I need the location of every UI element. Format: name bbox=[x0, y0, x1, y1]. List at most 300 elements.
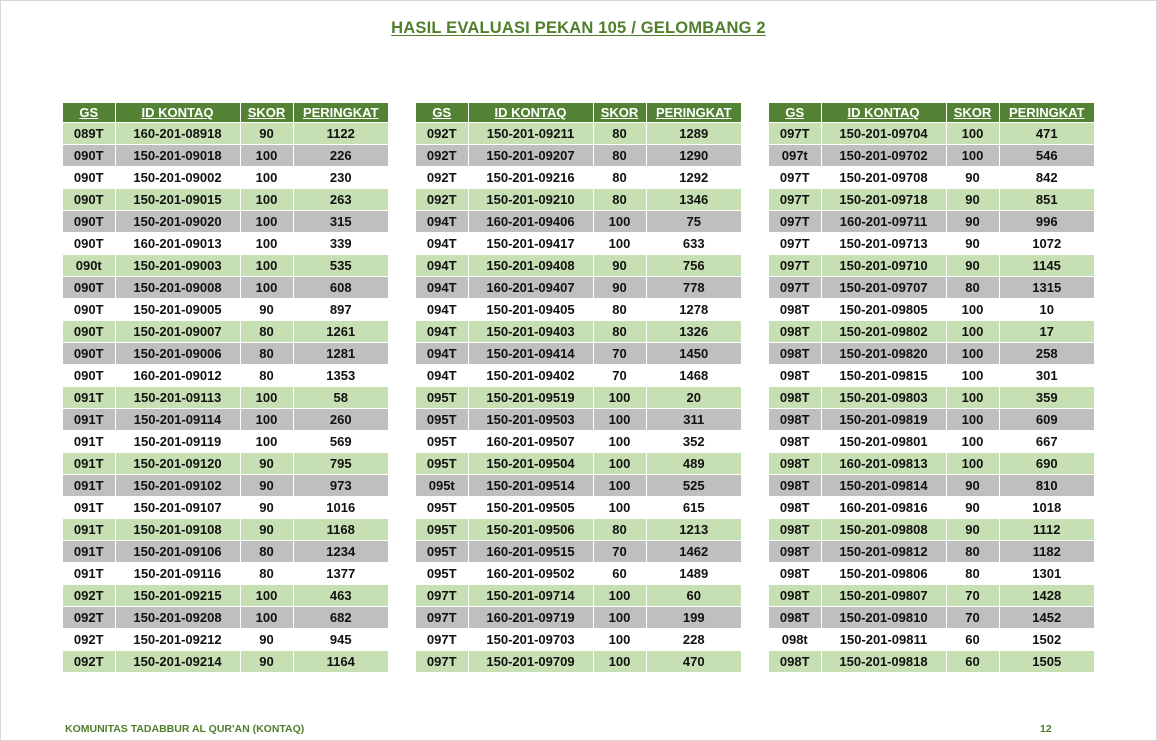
cell-peringkat: 690 bbox=[999, 453, 1094, 475]
cell-id-kontaq: 150-201-09713 bbox=[821, 233, 946, 255]
page-title: HASIL EVALUASI PEKAN 105 / GELOMBANG 2 bbox=[391, 19, 766, 37]
cell-skor: 100 bbox=[946, 453, 999, 475]
cell-id-kontaq: 150-201-09108 bbox=[115, 519, 240, 541]
cell-skor: 70 bbox=[946, 607, 999, 629]
cell-id-kontaq: 150-201-09710 bbox=[821, 255, 946, 277]
cell-peringkat: 258 bbox=[999, 343, 1094, 365]
cell-peringkat: 230 bbox=[293, 167, 388, 189]
cell-peringkat: 17 bbox=[999, 321, 1094, 343]
table-row bbox=[416, 475, 741, 497]
cell-gs: 090T bbox=[63, 299, 115, 321]
cell-skor: 100 bbox=[593, 585, 646, 607]
cell-id-kontaq: 150-201-09801 bbox=[821, 431, 946, 453]
table-header-row bbox=[769, 103, 1094, 123]
cell-skor: 100 bbox=[240, 145, 293, 167]
cell-gs: 097T bbox=[416, 629, 468, 651]
cell-gs: 095T bbox=[416, 541, 468, 563]
cell-id-kontaq: 150-201-09806 bbox=[821, 563, 946, 585]
cell-id-kontaq: 160-201-09816 bbox=[821, 497, 946, 519]
cell-id-kontaq: 150-201-09402 bbox=[468, 365, 593, 387]
header-id-kontaq: ID KONTAQ bbox=[821, 103, 946, 123]
cell-gs: 098T bbox=[769, 585, 821, 607]
cell-gs: 098T bbox=[769, 519, 821, 541]
cell-skor: 100 bbox=[240, 387, 293, 409]
cell-peringkat: 471 bbox=[999, 123, 1094, 145]
table-row bbox=[63, 233, 388, 255]
cell-peringkat: 1281 bbox=[293, 343, 388, 365]
cell-peringkat: 1489 bbox=[646, 563, 741, 585]
table-row bbox=[416, 651, 741, 673]
table-row bbox=[63, 563, 388, 585]
cell-skor: 90 bbox=[593, 255, 646, 277]
cell-skor: 100 bbox=[946, 431, 999, 453]
header-id-kontaq: ID KONTAQ bbox=[115, 103, 240, 123]
table-row bbox=[416, 497, 741, 519]
cell-id-kontaq: 150-201-09405 bbox=[468, 299, 593, 321]
cell-id-kontaq: 150-201-09114 bbox=[115, 409, 240, 431]
table-row bbox=[769, 607, 1094, 629]
table-row bbox=[63, 167, 388, 189]
cell-id-kontaq: 160-201-09813 bbox=[821, 453, 946, 475]
cell-gs: 097T bbox=[769, 211, 821, 233]
cell-gs: 095T bbox=[416, 519, 468, 541]
table-row bbox=[769, 629, 1094, 651]
table-row bbox=[769, 211, 1094, 233]
cell-skor: 100 bbox=[240, 585, 293, 607]
cell-id-kontaq: 150-201-09709 bbox=[468, 651, 593, 673]
table-row bbox=[416, 431, 741, 453]
cell-skor: 100 bbox=[593, 409, 646, 431]
cell-gs: 090T bbox=[63, 211, 115, 233]
cell-skor: 80 bbox=[593, 145, 646, 167]
table-row bbox=[416, 277, 741, 299]
cell-peringkat: 1145 bbox=[999, 255, 1094, 277]
cell-skor: 90 bbox=[946, 497, 999, 519]
table-row bbox=[769, 299, 1094, 321]
table-row bbox=[416, 321, 741, 343]
table-row bbox=[769, 651, 1094, 673]
cell-gs: 095T bbox=[416, 563, 468, 585]
cell-skor: 80 bbox=[946, 541, 999, 563]
table-row bbox=[416, 563, 741, 585]
cell-skor: 100 bbox=[593, 629, 646, 651]
cell-skor: 90 bbox=[946, 519, 999, 541]
cell-peringkat: 1016 bbox=[293, 497, 388, 519]
table-row bbox=[416, 365, 741, 387]
cell-id-kontaq: 150-201-09819 bbox=[821, 409, 946, 431]
cell-peringkat: 228 bbox=[646, 629, 741, 651]
cell-skor: 90 bbox=[240, 629, 293, 651]
table-row bbox=[63, 123, 388, 145]
cell-gs: 097T bbox=[769, 189, 821, 211]
cell-id-kontaq: 150-201-09119 bbox=[115, 431, 240, 453]
cell-skor: 80 bbox=[593, 167, 646, 189]
header-gs: GS bbox=[769, 103, 821, 123]
cell-peringkat: 1213 bbox=[646, 519, 741, 541]
cell-gs: 098t bbox=[769, 629, 821, 651]
cell-peringkat: 1164 bbox=[293, 651, 388, 673]
cell-skor: 100 bbox=[946, 321, 999, 343]
cell-skor: 100 bbox=[240, 607, 293, 629]
cell-skor: 90 bbox=[240, 475, 293, 497]
cell-skor: 80 bbox=[593, 321, 646, 343]
cell-peringkat: 897 bbox=[293, 299, 388, 321]
cell-peringkat: 489 bbox=[646, 453, 741, 475]
cell-peringkat: 609 bbox=[999, 409, 1094, 431]
cell-skor: 80 bbox=[240, 321, 293, 343]
cell-peringkat: 315 bbox=[293, 211, 388, 233]
cell-id-kontaq: 150-201-09018 bbox=[115, 145, 240, 167]
cell-gs: 097t bbox=[769, 145, 821, 167]
cell-peringkat: 1315 bbox=[999, 277, 1094, 299]
table-row bbox=[63, 321, 388, 343]
cell-gs: 097T bbox=[416, 651, 468, 673]
cell-skor: 70 bbox=[593, 343, 646, 365]
cell-gs: 092T bbox=[63, 629, 115, 651]
cell-skor: 100 bbox=[593, 453, 646, 475]
table-row bbox=[63, 343, 388, 365]
cell-gs: 094T bbox=[416, 233, 468, 255]
cell-id-kontaq: 160-201-09719 bbox=[468, 607, 593, 629]
table-row bbox=[416, 387, 741, 409]
table-row bbox=[769, 365, 1094, 387]
cell-skor: 100 bbox=[593, 475, 646, 497]
cell-skor: 100 bbox=[240, 211, 293, 233]
cell-gs: 097T bbox=[769, 255, 821, 277]
cell-id-kontaq: 150-201-09506 bbox=[468, 519, 593, 541]
cell-id-kontaq: 150-201-09207 bbox=[468, 145, 593, 167]
table-row bbox=[416, 585, 741, 607]
cell-peringkat: 463 bbox=[293, 585, 388, 607]
cell-peringkat: 260 bbox=[293, 409, 388, 431]
table-row bbox=[416, 233, 741, 255]
results-table-3 bbox=[769, 103, 1094, 673]
cell-id-kontaq: 150-201-09703 bbox=[468, 629, 593, 651]
header-peringkat: PERINGKAT bbox=[646, 103, 741, 123]
cell-peringkat: 263 bbox=[293, 189, 388, 211]
cell-skor: 60 bbox=[593, 563, 646, 585]
cell-skor: 90 bbox=[946, 167, 999, 189]
cell-skor: 80 bbox=[593, 299, 646, 321]
cell-skor: 100 bbox=[240, 277, 293, 299]
cell-id-kontaq: 150-201-09008 bbox=[115, 277, 240, 299]
cell-gs: 095T bbox=[416, 497, 468, 519]
cell-peringkat: 1018 bbox=[999, 497, 1094, 519]
cell-peringkat: 75 bbox=[646, 211, 741, 233]
table-row bbox=[416, 189, 741, 211]
cell-skor: 100 bbox=[946, 409, 999, 431]
cell-skor: 100 bbox=[593, 651, 646, 673]
table-row bbox=[769, 541, 1094, 563]
cell-peringkat: 842 bbox=[999, 167, 1094, 189]
cell-id-kontaq: 150-201-09820 bbox=[821, 343, 946, 365]
table-row bbox=[416, 167, 741, 189]
cell-skor: 100 bbox=[240, 233, 293, 255]
cell-peringkat: 199 bbox=[646, 607, 741, 629]
cell-gs: 089T bbox=[63, 123, 115, 145]
cell-id-kontaq: 160-201-09406 bbox=[468, 211, 593, 233]
header-gs: GS bbox=[63, 103, 115, 123]
cell-peringkat: 226 bbox=[293, 145, 388, 167]
cell-id-kontaq: 150-201-09002 bbox=[115, 167, 240, 189]
cell-peringkat: 359 bbox=[999, 387, 1094, 409]
table-row bbox=[63, 629, 388, 651]
table-row bbox=[63, 299, 388, 321]
table-row bbox=[416, 409, 741, 431]
table-row bbox=[769, 387, 1094, 409]
cell-peringkat: 1112 bbox=[999, 519, 1094, 541]
table-row bbox=[769, 343, 1094, 365]
cell-peringkat: 667 bbox=[999, 431, 1094, 453]
cell-gs: 094T bbox=[416, 277, 468, 299]
cell-id-kontaq: 160-201-09711 bbox=[821, 211, 946, 233]
cell-skor: 100 bbox=[593, 387, 646, 409]
table-row bbox=[769, 123, 1094, 145]
cell-id-kontaq: 150-201-09503 bbox=[468, 409, 593, 431]
cell-id-kontaq: 150-201-09107 bbox=[115, 497, 240, 519]
cell-id-kontaq: 160-201-09407 bbox=[468, 277, 593, 299]
cell-peringkat: 608 bbox=[293, 277, 388, 299]
table-row bbox=[63, 519, 388, 541]
cell-id-kontaq: 150-201-09417 bbox=[468, 233, 593, 255]
cell-id-kontaq: 150-201-09007 bbox=[115, 321, 240, 343]
cell-skor: 100 bbox=[240, 409, 293, 431]
cell-gs: 092T bbox=[416, 167, 468, 189]
table-row bbox=[769, 255, 1094, 277]
cell-skor: 100 bbox=[593, 497, 646, 519]
cell-gs: 092T bbox=[416, 123, 468, 145]
table-row bbox=[416, 607, 741, 629]
table-row bbox=[63, 541, 388, 563]
cell-peringkat: 1502 bbox=[999, 629, 1094, 651]
cell-peringkat: 1072 bbox=[999, 233, 1094, 255]
cell-skor: 90 bbox=[240, 453, 293, 475]
table-row bbox=[769, 431, 1094, 453]
cell-gs: 091T bbox=[63, 519, 115, 541]
table-row bbox=[63, 387, 388, 409]
table-row bbox=[63, 475, 388, 497]
cell-skor: 100 bbox=[593, 431, 646, 453]
cell-gs: 091T bbox=[63, 453, 115, 475]
cell-id-kontaq: 150-201-09504 bbox=[468, 453, 593, 475]
cell-peringkat: 1290 bbox=[646, 145, 741, 167]
cell-gs: 091T bbox=[63, 387, 115, 409]
cell-gs: 098T bbox=[769, 475, 821, 497]
cell-peringkat: 1450 bbox=[646, 343, 741, 365]
table-row bbox=[769, 497, 1094, 519]
cell-id-kontaq: 150-201-09120 bbox=[115, 453, 240, 475]
header-id-kontaq: ID KONTAQ bbox=[468, 103, 593, 123]
cell-skor: 100 bbox=[946, 299, 999, 321]
cell-id-kontaq: 150-201-09818 bbox=[821, 651, 946, 673]
cell-gs: 090T bbox=[63, 365, 115, 387]
table-row bbox=[416, 343, 741, 365]
cell-id-kontaq: 150-201-09005 bbox=[115, 299, 240, 321]
cell-gs: 098T bbox=[769, 321, 821, 343]
cell-gs: 095T bbox=[416, 431, 468, 453]
cell-gs: 091T bbox=[63, 541, 115, 563]
table-row bbox=[416, 541, 741, 563]
cell-id-kontaq: 150-201-09211 bbox=[468, 123, 593, 145]
cell-id-kontaq: 150-201-09020 bbox=[115, 211, 240, 233]
cell-peringkat: 60 bbox=[646, 585, 741, 607]
cell-skor: 90 bbox=[946, 255, 999, 277]
cell-gs: 091T bbox=[63, 409, 115, 431]
cell-id-kontaq: 160-201-09515 bbox=[468, 541, 593, 563]
cell-skor: 100 bbox=[593, 607, 646, 629]
cell-gs: 094T bbox=[416, 343, 468, 365]
table-row bbox=[63, 585, 388, 607]
cell-peringkat: 1122 bbox=[293, 123, 388, 145]
cell-id-kontaq: 150-201-09514 bbox=[468, 475, 593, 497]
cell-gs: 097T bbox=[416, 607, 468, 629]
cell-skor: 90 bbox=[240, 519, 293, 541]
cell-id-kontaq: 150-201-09215 bbox=[115, 585, 240, 607]
cell-skor: 80 bbox=[240, 365, 293, 387]
table-row bbox=[769, 233, 1094, 255]
cell-peringkat: 569 bbox=[293, 431, 388, 453]
cell-skor: 60 bbox=[946, 629, 999, 651]
cell-gs: 095T bbox=[416, 453, 468, 475]
cell-id-kontaq: 150-201-09208 bbox=[115, 607, 240, 629]
cell-id-kontaq: 150-201-09003 bbox=[115, 255, 240, 277]
cell-gs: 098T bbox=[769, 343, 821, 365]
table-row bbox=[63, 651, 388, 673]
cell-peringkat: 1261 bbox=[293, 321, 388, 343]
cell-peringkat: 682 bbox=[293, 607, 388, 629]
table-row bbox=[416, 123, 741, 145]
cell-id-kontaq: 150-201-09519 bbox=[468, 387, 593, 409]
cell-gs: 094T bbox=[416, 299, 468, 321]
cell-id-kontaq: 150-201-09116 bbox=[115, 563, 240, 585]
cell-gs: 094T bbox=[416, 365, 468, 387]
cell-id-kontaq: 150-201-09113 bbox=[115, 387, 240, 409]
cell-id-kontaq: 160-201-08918 bbox=[115, 123, 240, 145]
cell-skor: 100 bbox=[593, 211, 646, 233]
cell-peringkat: 1353 bbox=[293, 365, 388, 387]
cell-skor: 100 bbox=[946, 387, 999, 409]
cell-id-kontaq: 150-201-09403 bbox=[468, 321, 593, 343]
cell-peringkat: 311 bbox=[646, 409, 741, 431]
cell-skor: 80 bbox=[240, 343, 293, 365]
cell-peringkat: 1505 bbox=[999, 651, 1094, 673]
table-row bbox=[769, 585, 1094, 607]
cell-gs: 092T bbox=[63, 651, 115, 673]
cell-skor: 70 bbox=[593, 365, 646, 387]
cell-skor: 100 bbox=[946, 145, 999, 167]
table-row bbox=[769, 189, 1094, 211]
table-row bbox=[416, 145, 741, 167]
cell-skor: 60 bbox=[946, 651, 999, 673]
cell-peringkat: 795 bbox=[293, 453, 388, 475]
cell-id-kontaq: 150-201-09015 bbox=[115, 189, 240, 211]
cell-id-kontaq: 160-201-09507 bbox=[468, 431, 593, 453]
cell-skor: 90 bbox=[946, 233, 999, 255]
cell-gs: 097T bbox=[769, 167, 821, 189]
cell-peringkat: 301 bbox=[999, 365, 1094, 387]
table-row bbox=[416, 519, 741, 541]
cell-skor: 90 bbox=[240, 299, 293, 321]
table-row bbox=[63, 607, 388, 629]
header-skor: SKOR bbox=[593, 103, 646, 123]
cell-skor: 80 bbox=[240, 541, 293, 563]
cell-skor: 70 bbox=[946, 585, 999, 607]
cell-gs: 098T bbox=[769, 365, 821, 387]
cell-peringkat: 1428 bbox=[999, 585, 1094, 607]
cell-gs: 095T bbox=[416, 387, 468, 409]
table-row bbox=[63, 497, 388, 519]
cell-id-kontaq: 150-201-09815 bbox=[821, 365, 946, 387]
cell-gs: 092T bbox=[416, 189, 468, 211]
table-row bbox=[63, 189, 388, 211]
cell-gs: 092T bbox=[63, 607, 115, 629]
cell-peringkat: 535 bbox=[293, 255, 388, 277]
table-row bbox=[63, 453, 388, 475]
cell-peringkat: 1168 bbox=[293, 519, 388, 541]
table-row bbox=[769, 519, 1094, 541]
cell-gs: 098T bbox=[769, 387, 821, 409]
cell-gs: 095t bbox=[416, 475, 468, 497]
cell-id-kontaq: 150-201-09212 bbox=[115, 629, 240, 651]
cell-peringkat: 10 bbox=[999, 299, 1094, 321]
cell-gs: 094T bbox=[416, 321, 468, 343]
cell-skor: 100 bbox=[240, 167, 293, 189]
cell-peringkat: 1468 bbox=[646, 365, 741, 387]
cell-peringkat: 470 bbox=[646, 651, 741, 673]
cell-peringkat: 1462 bbox=[646, 541, 741, 563]
cell-peringkat: 58 bbox=[293, 387, 388, 409]
cell-gs: 090T bbox=[63, 321, 115, 343]
cell-id-kontaq: 150-201-09714 bbox=[468, 585, 593, 607]
cell-gs: 092T bbox=[63, 585, 115, 607]
cell-peringkat: 1346 bbox=[646, 189, 741, 211]
cell-gs: 097T bbox=[416, 585, 468, 607]
cell-id-kontaq: 150-201-09216 bbox=[468, 167, 593, 189]
cell-skor: 90 bbox=[240, 651, 293, 673]
cell-gs: 091T bbox=[63, 497, 115, 519]
cell-peringkat: 1292 bbox=[646, 167, 741, 189]
cell-id-kontaq: 150-201-09718 bbox=[821, 189, 946, 211]
cell-skor: 100 bbox=[946, 123, 999, 145]
table-row bbox=[769, 277, 1094, 299]
table-row bbox=[416, 629, 741, 651]
table-row bbox=[769, 475, 1094, 497]
cell-skor: 80 bbox=[593, 189, 646, 211]
cell-id-kontaq: 150-201-09814 bbox=[821, 475, 946, 497]
cell-id-kontaq: 150-201-09808 bbox=[821, 519, 946, 541]
table-row bbox=[416, 299, 741, 321]
cell-id-kontaq: 150-201-09802 bbox=[821, 321, 946, 343]
cell-skor: 90 bbox=[240, 497, 293, 519]
cell-id-kontaq: 160-201-09502 bbox=[468, 563, 593, 585]
table-header-row bbox=[416, 103, 741, 123]
cell-gs: 090T bbox=[63, 277, 115, 299]
table-row bbox=[63, 431, 388, 453]
cell-gs: 098T bbox=[769, 497, 821, 519]
header-peringkat: PERINGKAT bbox=[999, 103, 1094, 123]
cell-id-kontaq: 150-201-09702 bbox=[821, 145, 946, 167]
cell-peringkat: 20 bbox=[646, 387, 741, 409]
cell-id-kontaq: 150-201-09708 bbox=[821, 167, 946, 189]
cell-peringkat: 633 bbox=[646, 233, 741, 255]
cell-peringkat: 1289 bbox=[646, 123, 741, 145]
cell-peringkat: 339 bbox=[293, 233, 388, 255]
cell-id-kontaq: 150-201-09803 bbox=[821, 387, 946, 409]
cell-peringkat: 810 bbox=[999, 475, 1094, 497]
cell-skor: 100 bbox=[946, 343, 999, 365]
cell-skor: 90 bbox=[240, 123, 293, 145]
cell-peringkat: 756 bbox=[646, 255, 741, 277]
